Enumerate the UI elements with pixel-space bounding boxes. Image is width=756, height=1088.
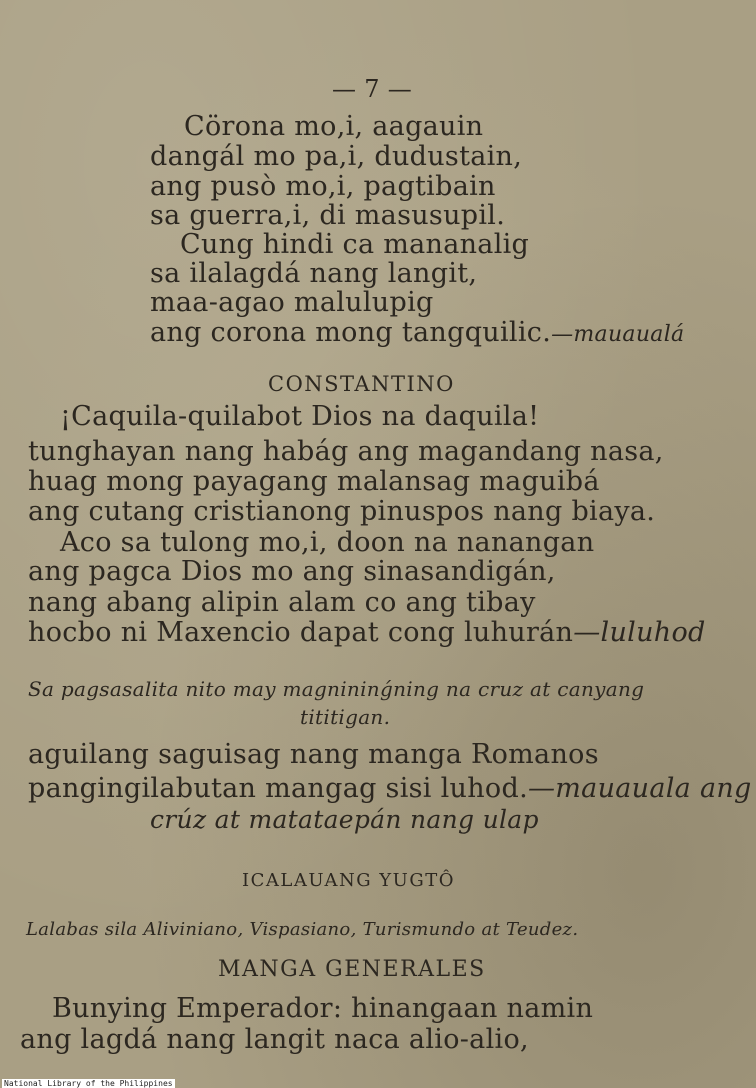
verse-line: ang pagca Dios mo ang sinasandigán,: [28, 556, 556, 587]
verse-line: ang lagdá nang langit naca alio-alio,: [20, 1024, 529, 1055]
verse-line: Cörona mo,i, aagauin: [184, 111, 484, 142]
act-heading: ICALAUANG YUGTÔ: [242, 870, 455, 891]
stage-direction: Sa pagsasalita nito may magnininǵning na cruz at canyang: [28, 677, 645, 701]
verse-line: Bunying Emperador: hinangaan namin: [52, 993, 594, 1024]
verse-line: ang pusò mo,i, pagtibain: [150, 171, 496, 202]
verse-line: ang cutang cristianong pinuspos nang biaya.: [28, 496, 656, 527]
verse-text: hocbo ni Maxencio dapat cong luhurán: [28, 617, 574, 648]
verse-line: sa ilalagdá nang langit,: [150, 258, 478, 289]
verse-line: maa-agao malulupig: [150, 287, 434, 318]
stage-direction: tititigan.: [300, 705, 391, 729]
verse-line-with-note: [28, 774, 752, 804]
footer-credit: National Library of the Philippines: [4, 1079, 173, 1088]
stage-note: —mauaualá: [551, 322, 685, 347]
verse-line: nang abang alipin alam co ang tibay: [28, 587, 536, 618]
verse-line-with-note: [28, 618, 706, 648]
verse-line-with-note: [150, 318, 684, 350]
verse-text: ang corona mong tangquilic.: [150, 317, 552, 348]
speaker-name: MANGA GENERALES: [218, 957, 486, 982]
page-number: — 7 —: [332, 75, 413, 103]
verse-line: huag mong payagang malansag maguibá: [28, 466, 600, 497]
verse-line: aguilang saguisag nang manga Romanos: [28, 739, 599, 770]
stage-direction: Lalabas sila Aliviniano, Vispasiano, Turismundo at Teudez.: [26, 919, 579, 940]
stage-note: crúz at matataepán nang ulap: [150, 805, 539, 834]
stage-note: —mauauala ang: [527, 773, 752, 804]
verse-text: pangingilabutan mangag sisi luhod.: [28, 773, 528, 804]
verse-line: ¡Caquila-quilabot Dios na daquila!: [60, 401, 540, 432]
verse-line: Aco sa tulong mo,i, doon na nanangan: [60, 527, 595, 558]
verse-line: Cung hindi ca mananalig: [180, 229, 530, 260]
speaker-name: CONSTANTINO: [268, 372, 455, 396]
verse-line: tunghayan nang habág ang magandang nasa,: [28, 436, 664, 467]
stage-note: —luluhod: [573, 617, 706, 648]
verse-line: sa guerra,i, di masusupil.: [150, 200, 506, 231]
verse-line: dangál mo pa,i, dudustain,: [150, 141, 523, 172]
